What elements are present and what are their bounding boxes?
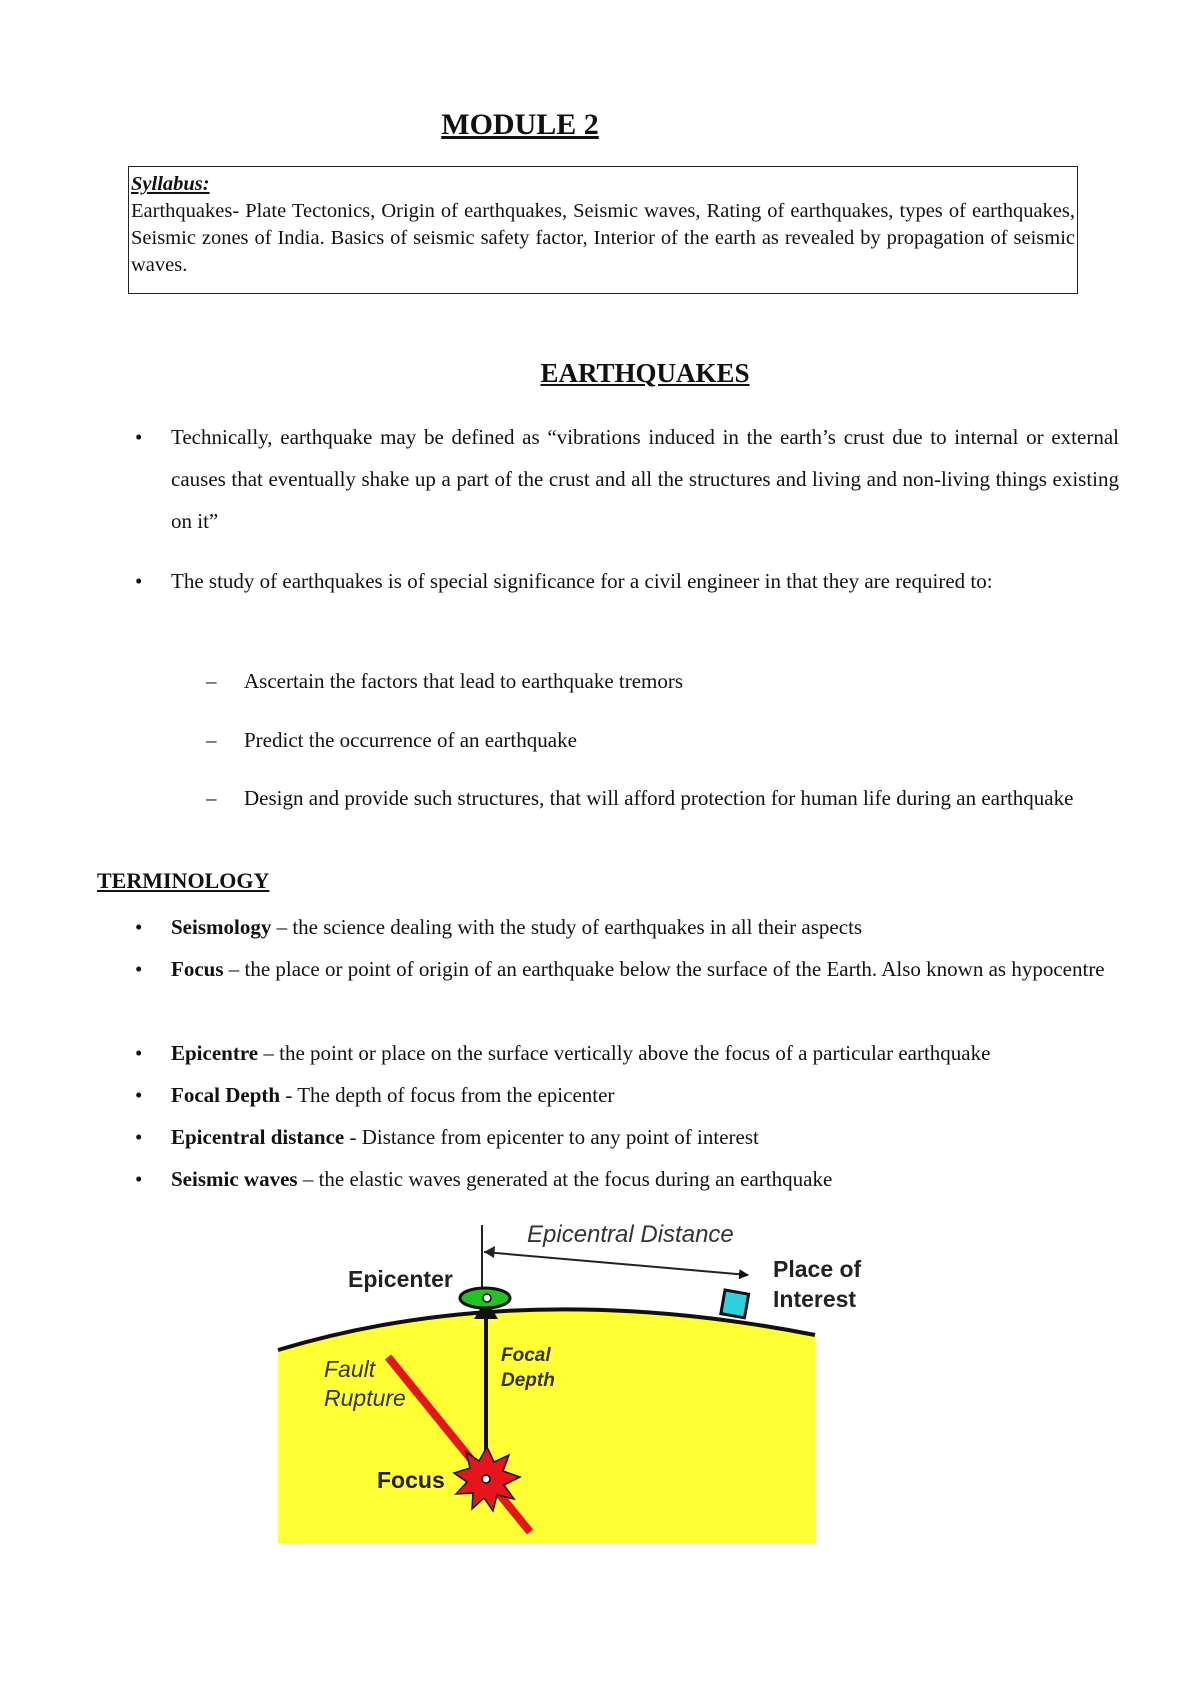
- syllabus-text: Earthquakes- Plate Tectonics, Origin of earthquakes, Seismic waves, Rating of earthquakes, types of earthquakes, Seismic zones of India. Basics of seismic safety factor, Interior of the earth as revealed by propagation of seismic waves.: [131, 200, 1075, 276]
- dash-marker: –: [206, 669, 217, 693]
- depth-label: Depth: [501, 1370, 555, 1391]
- term-definition: the elastic waves generated at the focus during an earthquake: [318, 1167, 833, 1191]
- dash-marker: –: [206, 786, 217, 810]
- section-title: EARTHQUAKES: [540, 358, 750, 388]
- epicentral-distance-label: Epicentral Distance: [527, 1221, 734, 1248]
- term-separator: -: [280, 1083, 298, 1107]
- place-of-interest-marker: [721, 1290, 749, 1318]
- sub-bullet-text: Ascertain the factors that lead to earthquake tremors: [244, 669, 684, 693]
- earthquake-diagram: [270, 1215, 890, 1560]
- bullet-text: Technically, earthquake may be defined as “vibrations induced in the earth’s crust due to internal or external causes that eventually shake up a part of the crust and all the structures and living and non-living things existing on it”: [171, 425, 1119, 533]
- sub-bullet-text: Predict the occurrence of an earthquake: [244, 728, 577, 752]
- term-definition: the science dealing with the study of earthquakes in all their aspects: [292, 915, 863, 939]
- arrow-tail-head: [484, 1246, 495, 1258]
- term-separator: –: [271, 915, 293, 939]
- bullet-marker: •: [135, 1083, 143, 1107]
- term-item: [135, 1032, 1131, 1074]
- sub-bullet-text: Design and provide such structures, that will afford protection for human life during an earthquake: [244, 786, 1074, 810]
- term-separator: –: [297, 1167, 319, 1191]
- focus-label: Focus: [377, 1467, 445, 1493]
- epicenter-label: Epicenter: [348, 1266, 453, 1292]
- term-name: Seismic waves: [171, 1167, 298, 1191]
- syllabus-box: [128, 166, 1078, 294]
- epicenter-point: [483, 1294, 491, 1302]
- bullet-marker: •: [135, 915, 143, 939]
- sub-bullet: [206, 778, 1119, 818]
- fault-label: Fault: [324, 1356, 376, 1382]
- term-item: [135, 906, 1119, 948]
- sub-bullet: [206, 660, 1119, 702]
- bullet-marker: •: [135, 569, 143, 593]
- term-definition: the place or point of origin of an earthquake below the surface of the Earth. Also known as hypocentre: [244, 957, 1105, 981]
- term-definition: the point or place on the surface vertically above the focus of a particular earthquake: [279, 1041, 991, 1065]
- term-item: [135, 1158, 1119, 1200]
- bullet-marker: •: [135, 425, 143, 449]
- term-separator: –: [258, 1041, 280, 1065]
- bullet-marker: •: [135, 1125, 143, 1149]
- syllabus-label: Syllabus:: [131, 173, 210, 195]
- place-of-label: Place of: [773, 1256, 862, 1282]
- epicentral-distance-arrow: [484, 1252, 748, 1275]
- bullet-significance: [135, 560, 1119, 602]
- module-title: MODULE 2: [441, 108, 599, 141]
- term-definition: The depth of focus from the epicenter: [297, 1083, 615, 1107]
- bullet-definition: [135, 416, 1119, 542]
- rupture-label: Rupture: [324, 1385, 406, 1411]
- term-item: [135, 1116, 1119, 1158]
- term-definition: Distance from epicenter to any point of interest: [361, 1125, 759, 1149]
- interest-label: Interest: [773, 1286, 857, 1312]
- bullet-marker: •: [135, 1041, 143, 1065]
- term-separator: –: [223, 957, 245, 981]
- terminology-title: TERMINOLOGY: [97, 868, 270, 893]
- term-item: [135, 948, 1119, 990]
- term-name: Epicentral distance: [171, 1125, 345, 1149]
- term-name: Focus: [171, 957, 224, 981]
- term-item: [135, 1074, 1119, 1116]
- term-separator: -: [344, 1125, 362, 1149]
- term-name: Focal Depth: [171, 1083, 281, 1107]
- bullet-marker: •: [135, 1167, 143, 1191]
- term-name: Seismology: [171, 915, 272, 939]
- bullet-text: The study of earthquakes is of special significance for a civil engineer in that they are required to:: [171, 569, 993, 593]
- term-name: Epicentre: [171, 1041, 259, 1065]
- dash-marker: –: [206, 728, 217, 752]
- sub-bullet: [206, 719, 1119, 761]
- bullet-marker: •: [135, 957, 143, 981]
- focal-label: Focal: [501, 1345, 551, 1366]
- focus-point: [482, 1475, 490, 1483]
